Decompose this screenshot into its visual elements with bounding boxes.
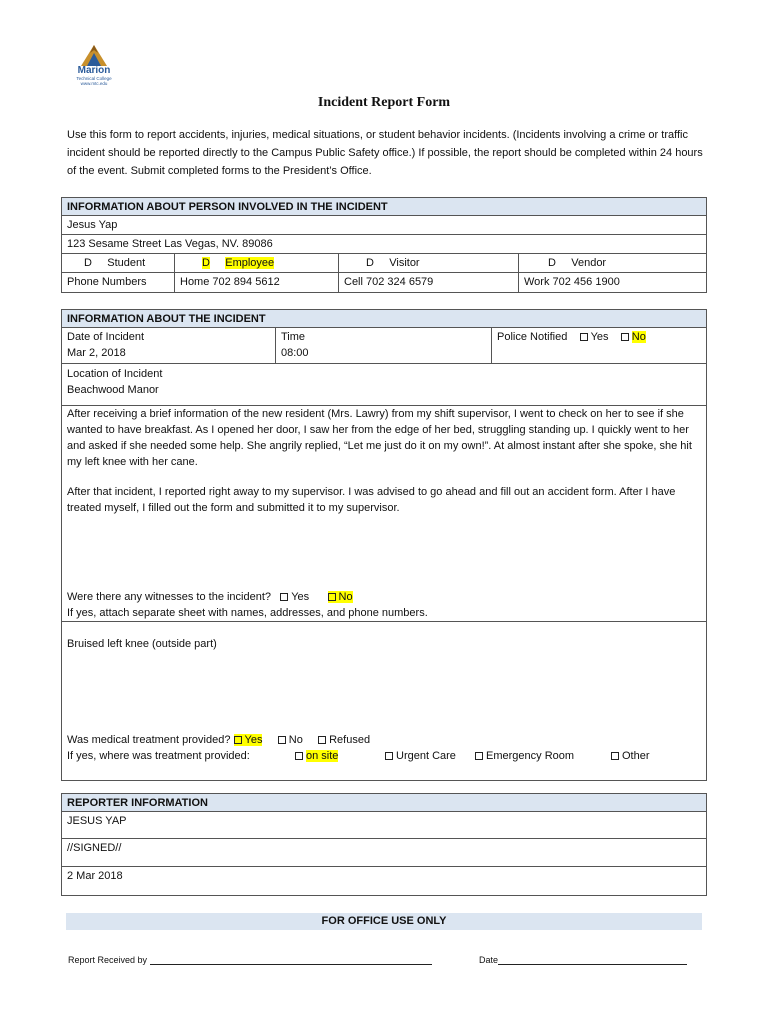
time-cell[interactable] xyxy=(276,328,492,363)
college-logo xyxy=(70,44,118,96)
intro-paragraph: Use this form to report accidents, injuries, medical situations, or student behavior incidents. (Incidents involving a crime or traffic incident should be reported directly to the Campus Public Safety office.) If possible, the report should be completed within 24 hours of the event. Submit completed forms to the President’s Office. xyxy=(67,129,703,177)
logo-url: www.mtc.edu xyxy=(80,81,108,86)
witness-note: If yes, attach separate sheet with names, addresses, and phone numbers. xyxy=(67,607,428,619)
student-mark: D xyxy=(84,257,92,269)
medical-yes-checkbox[interactable] xyxy=(234,736,242,744)
witness-question: Were there any witnesses to the incident? xyxy=(67,591,272,603)
reporter-section xyxy=(61,793,707,896)
police-yes-checkbox[interactable] xyxy=(580,333,588,341)
logo-subtitle: Technical College xyxy=(76,76,112,81)
mountain-logo-icon xyxy=(79,44,109,66)
student-label: Student xyxy=(107,257,146,269)
witness-yes-label: Yes xyxy=(291,591,310,603)
vendor-mark: D xyxy=(548,257,556,269)
medical-refused-label: Refused xyxy=(329,734,371,746)
medical-refused-checkbox[interactable] xyxy=(318,736,326,744)
received-by-line xyxy=(68,955,432,965)
narrative-paragraph-2: After that incident, I reported right away to my supervisor. I was advised to go ahead and fill out an accident form. After I have treated myself, I filled out the form and submitted it to my supervisor. xyxy=(67,486,676,514)
witness-no-label: No xyxy=(338,591,353,603)
date-value: Mar 2, 2018 xyxy=(67,347,126,359)
location-label: Location of Incident xyxy=(67,368,163,380)
visitor-label: Visitor xyxy=(389,257,420,269)
vendor-label: Vendor xyxy=(571,257,607,269)
reporter-date[interactable]: 2 Mar 2018 xyxy=(67,870,123,882)
date-time-row xyxy=(62,328,706,364)
treatment-location-row xyxy=(67,748,701,766)
logo-brand: Marion xyxy=(77,65,111,76)
injury-cell[interactable] xyxy=(62,622,706,732)
witness-yes-checkbox[interactable] xyxy=(280,593,288,601)
incident-section xyxy=(61,309,707,781)
type-student-cell[interactable] xyxy=(62,254,175,272)
time-label: Time xyxy=(281,331,306,343)
employee-label: Employee xyxy=(225,257,275,269)
police-cell xyxy=(492,328,706,363)
type-employee-cell[interactable] xyxy=(175,254,339,272)
office-date-line xyxy=(479,955,687,965)
police-yes-label: Yes xyxy=(590,331,609,343)
phone-cell[interactable]: Cell 702 324 6579 xyxy=(339,273,519,292)
type-visitor-cell[interactable] xyxy=(339,254,519,272)
date-label: Date of Incident xyxy=(67,331,145,343)
emergency-room-checkbox[interactable] xyxy=(475,752,483,760)
other-checkbox[interactable] xyxy=(611,752,619,760)
police-no-checkbox[interactable] xyxy=(621,333,629,341)
received-by-label: Report Received by xyxy=(68,955,148,965)
witness-no-checkbox[interactable] xyxy=(328,593,336,601)
urgent-care-checkbox[interactable] xyxy=(385,752,393,760)
reporter-signature[interactable]: //SIGNED// xyxy=(62,839,706,867)
phone-row xyxy=(62,273,706,292)
narrative-cell[interactable] xyxy=(62,406,706,589)
type-vendor-cell[interactable] xyxy=(519,254,706,272)
phone-label: Phone Numbers xyxy=(62,273,175,292)
medical-yes-label: Yes xyxy=(244,734,263,746)
medical-question: Was medical treatment provided? xyxy=(67,734,231,746)
reporter-section-header: REPORTER INFORMATION xyxy=(62,794,706,812)
phone-home[interactable]: Home 702 894 5612 xyxy=(175,273,339,292)
other-label: Other xyxy=(622,750,650,762)
person-section xyxy=(61,197,707,293)
emergency-room-label: Emergency Room xyxy=(486,750,575,762)
employee-mark: D xyxy=(202,257,210,269)
witness-cell xyxy=(62,589,706,622)
person-section-header: INFORMATION ABOUT PERSON INVOLVED IN THE INCIDENT xyxy=(62,198,706,216)
date-cell[interactable] xyxy=(62,328,276,363)
location-cell[interactable] xyxy=(62,364,706,406)
treatment-question: If yes, where was treatment provided: xyxy=(67,750,250,762)
received-by-field[interactable] xyxy=(150,956,432,965)
person-name[interactable]: Jesus Yap xyxy=(62,216,706,235)
office-use-header: FOR OFFICE USE ONLY xyxy=(66,913,702,930)
urgent-care-label: Urgent Care xyxy=(396,750,456,762)
person-type-row xyxy=(62,254,706,273)
medical-no-checkbox[interactable] xyxy=(278,736,286,744)
medical-no-label: No xyxy=(288,734,303,746)
incident-section-header: INFORMATION ABOUT THE INCIDENT xyxy=(62,310,706,328)
police-no-label: No xyxy=(631,331,646,343)
onsite-checkbox[interactable] xyxy=(295,752,303,760)
person-address[interactable]: 123 Sesame Street Las Vegas, NV. 89086 xyxy=(62,235,706,254)
form-title: Incident Report Form xyxy=(317,95,451,110)
phone-work[interactable]: Work 702 456 1900 xyxy=(524,276,620,288)
office-date-label: Date xyxy=(479,955,499,965)
police-label: Police Notified xyxy=(497,331,568,343)
narrative-paragraph-1: After receiving a brief information of the new resident (Mrs. Lawry) from my shift supervisor, I went to check on her to see if she wanted to have breakfast. As I opened her door, I saw her from the edge of her bed, struggling standing up. I quickly went to her and asked if she needed some help. She angrily replied, “Let me just do it on my own!”. At almost instant after she spoke, she hit my left knee with her cane. xyxy=(67,408,692,468)
onsite-label: on site xyxy=(306,750,339,762)
injury-description: Bruised left knee (outside part) xyxy=(67,638,217,650)
visitor-mark: D xyxy=(366,257,374,269)
office-date-field[interactable] xyxy=(498,956,687,965)
medical-cell xyxy=(62,732,706,780)
location-value: Beachwood Manor xyxy=(67,384,159,396)
reporter-name[interactable]: JESUS YAP xyxy=(62,812,706,839)
time-value: 08:00 xyxy=(281,347,309,359)
